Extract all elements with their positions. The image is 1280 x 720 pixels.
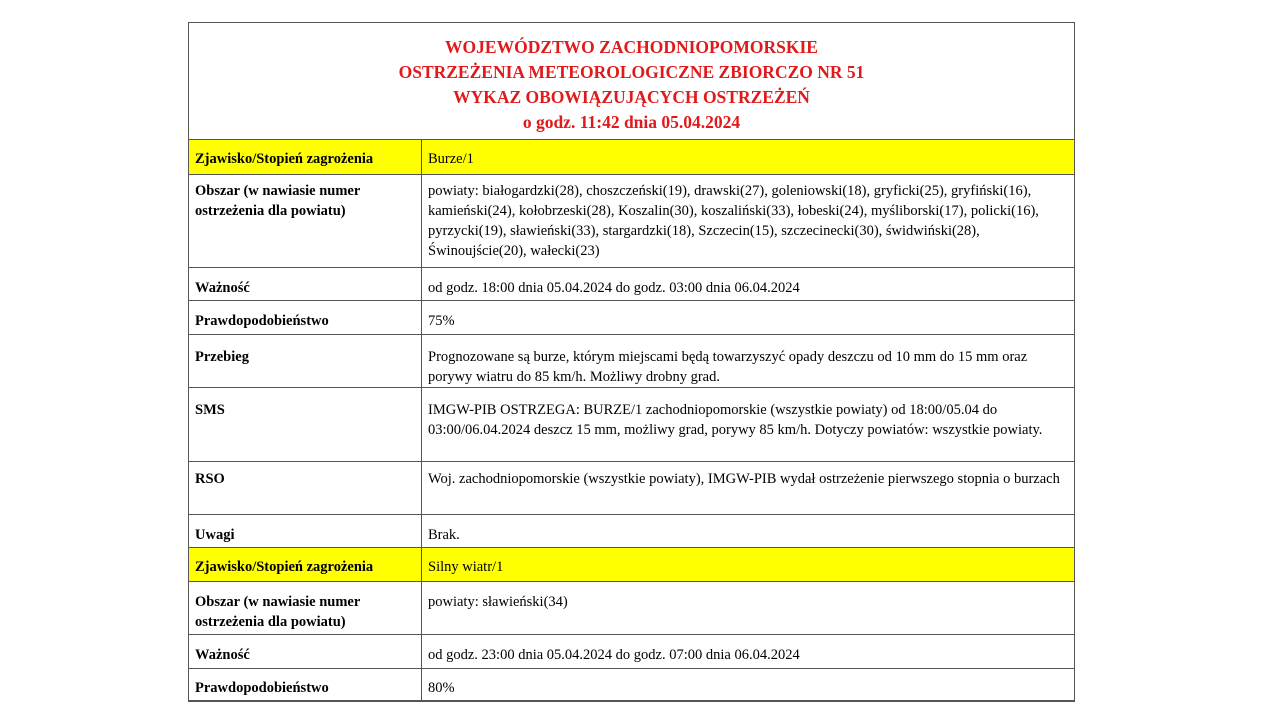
warning1-area-row <box>189 174 1074 267</box>
list-title: WYKAZ OBOWIĄZUJĄCYCH OSTRZEŻEŃ <box>453 87 810 107</box>
warnings-table <box>189 140 1074 701</box>
warning1-rso-row <box>189 461 1074 514</box>
course-value: Prognozowane są burze, którym miejscami będą towarzyszyć opady deszczu od 10 mm do 15 mm oraz porywy wiatru do 85 km/h. Możliwy drobny grad. <box>422 334 1075 387</box>
bulletin-title: OSTRZEŻENIA METEOROLOGICZNE ZBIORCZO NR 51 <box>398 62 865 82</box>
warning1-notes-row <box>189 514 1074 547</box>
rso-value: Woj. zachodniopomorskie (wszystkie powiaty), IMGW-PIB wydał ostrzeżenie pierwszego stopnia o burzach <box>422 461 1075 514</box>
validity-label: Ważność <box>189 267 422 300</box>
warning1-validity-row <box>189 267 1074 300</box>
validity-label: Ważność <box>189 634 422 668</box>
phenomenon-label: Zjawisko/Stopień zagrożenia <box>189 547 422 581</box>
probability-label: Prawdopodobieństwo <box>189 668 422 700</box>
warning1-course-row <box>189 334 1074 387</box>
document-header <box>189 23 1074 140</box>
area-label: Obszar (w nawiasie numer ostrzeżenia dla powiatu) <box>189 174 422 267</box>
warning2-area-row <box>189 581 1074 634</box>
course-label: Przebieg <box>189 334 422 387</box>
warning2-validity-row <box>189 634 1074 668</box>
notes-label: Uwagi <box>189 514 422 547</box>
probability-value: 75% <box>422 300 1075 334</box>
sms-label: SMS <box>189 387 422 461</box>
warning2-probability-row <box>189 668 1074 700</box>
warning1-probability-row <box>189 300 1074 334</box>
warning-document <box>188 22 1075 702</box>
phenomenon-value: Silny wiatr/1 <box>422 547 1075 581</box>
phenomenon-label: Zjawisko/Stopień zagrożenia <box>189 140 422 174</box>
region-title: WOJEWÓDZTWO ZACHODNIOPOMORSKIE <box>445 37 818 57</box>
validity-value: od godz. 23:00 dnia 05.04.2024 do godz. 07:00 dnia 06.04.2024 <box>422 634 1075 668</box>
probability-value: 80% <box>422 668 1075 700</box>
rso-label: RSO <box>189 461 422 514</box>
warning1-sms-row <box>189 387 1074 461</box>
warning2-phenomenon-row <box>189 547 1074 581</box>
validity-value: od godz. 18:00 dnia 05.04.2024 do godz. 03:00 dnia 06.04.2024 <box>422 267 1075 300</box>
sms-value: IMGW-PIB OSTRZEGA: BURZE/1 zachodniopomorskie (wszystkie powiaty) od 18:00/05.04 do 03:00/06.04.2024 deszcz 15 mm, możliwy grad, porywy 85 km/h. Dotyczy powiatów: wszystkie powiaty. <box>422 387 1075 461</box>
area-value: powiaty: białogardzki(28), choszczeński(19), drawski(27), goleniowski(18), gryficki(25), gryfiński(16), kamieński(24), kołobrzeski(28), Koszalin(30), koszaliński(33), łobeski(24), myśliborski(17), policki(16), pyrzycki(19), sławieński(33), stargardzki(18), Szczecin(15), szczecinecki(30), świdwiński(28), Świnoujście(20), wałecki(23) <box>422 174 1075 267</box>
probability-label: Prawdopodobieństwo <box>189 300 422 334</box>
warning1-phenomenon-row <box>189 140 1074 174</box>
area-value: powiaty: sławieński(34) <box>422 581 1075 634</box>
area-label: Obszar (w nawiasie numer ostrzeżenia dla powiatu) <box>189 581 422 634</box>
notes-value: Brak. <box>422 514 1075 547</box>
phenomenon-value: Burze/1 <box>422 140 1075 174</box>
issue-time: o godz. 11:42 dnia 05.04.2024 <box>522 112 741 132</box>
